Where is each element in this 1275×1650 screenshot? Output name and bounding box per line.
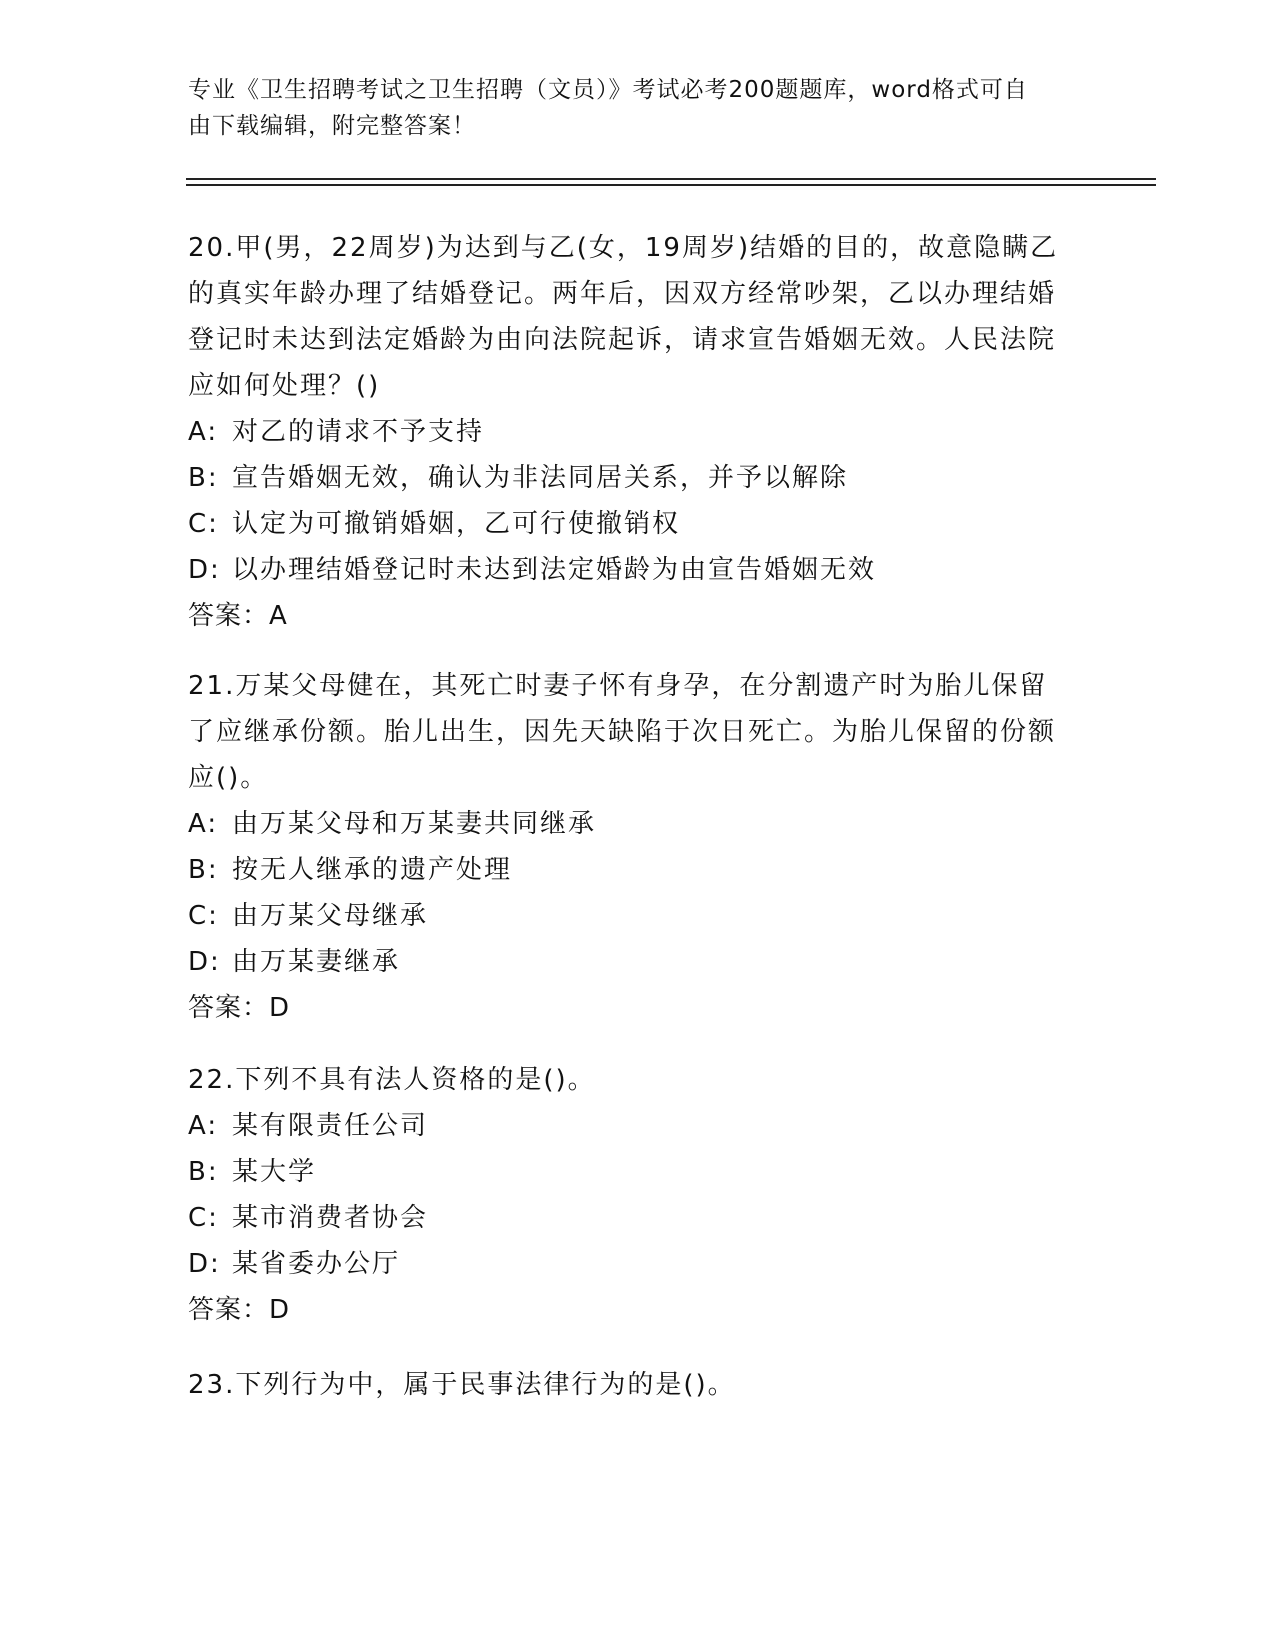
option-d bbox=[188, 547, 1068, 593]
option-text: 以办理结婚登记时未达到法定婚龄为由宣告婚姻无效 bbox=[232, 555, 877, 585]
option-b bbox=[188, 455, 1068, 501]
header-line-1: 专业《卫生招聘考试之卫生招聘（文员）》考试必考200题题库，word格式可自 bbox=[188, 77, 1028, 103]
option-text: 宣告婚姻无效，确认为非法同居关系，并予以解除 bbox=[232, 463, 849, 493]
option-letter: B: bbox=[188, 1157, 219, 1187]
option-letter: B: bbox=[188, 463, 219, 493]
option-text: 由万某妻继承 bbox=[232, 947, 401, 977]
answer-value: D bbox=[269, 1295, 290, 1325]
header-divider-top bbox=[186, 178, 1156, 180]
option-letter: D: bbox=[188, 947, 221, 977]
option-d bbox=[188, 1241, 1068, 1287]
option-text: 某大学 bbox=[232, 1157, 317, 1187]
header-line-2: 由下载编辑，附完整答案！ bbox=[188, 113, 476, 139]
question-stem: 22.下列不具有法人资格的是()。 bbox=[188, 1065, 596, 1095]
answer-line bbox=[188, 593, 1068, 639]
document-header bbox=[188, 72, 1088, 144]
option-text: 对乙的请求不予支持 bbox=[232, 417, 485, 447]
option-text: 某有限责任公司 bbox=[232, 1111, 429, 1141]
option-b bbox=[188, 1149, 1068, 1195]
option-letter: D: bbox=[188, 555, 221, 585]
option-text: 由万某父母继承 bbox=[232, 901, 429, 931]
question-21 bbox=[188, 663, 1068, 1031]
option-letter: A: bbox=[188, 809, 219, 839]
option-a bbox=[188, 1103, 1068, 1149]
option-letter: A: bbox=[188, 1111, 219, 1141]
option-letter: C: bbox=[188, 1203, 219, 1233]
answer-label: 答案： bbox=[188, 601, 270, 631]
answer-line bbox=[188, 1287, 1068, 1333]
question-stem: 23.下列行为中，属于民事法律行为的是()。 bbox=[188, 1370, 736, 1400]
option-c bbox=[188, 893, 1068, 939]
option-text: 按无人继承的遗产处理 bbox=[232, 855, 513, 885]
question-23 bbox=[188, 1362, 1068, 1408]
answer-label: 答案： bbox=[188, 1295, 270, 1325]
option-letter: B: bbox=[188, 855, 219, 885]
option-text: 认定为可撤销婚姻，乙可行使撤销权 bbox=[232, 509, 681, 539]
option-c bbox=[188, 501, 1068, 547]
option-a bbox=[188, 409, 1068, 455]
header-divider-bottom bbox=[186, 184, 1156, 186]
option-letter: C: bbox=[188, 901, 219, 931]
question-stem: 21.万某父母健在，其死亡时妻子怀有身孕，在分割遗产时为胎儿保留了应继承份额。胎儿出生，因先天缺陷于次日死亡。为胎儿保留的份额应()。 bbox=[188, 671, 1057, 793]
option-a bbox=[188, 801, 1068, 847]
option-letter: A: bbox=[188, 417, 219, 447]
option-letter: D: bbox=[188, 1249, 221, 1279]
option-text: 某省委办公厅 bbox=[232, 1249, 401, 1279]
option-d bbox=[188, 939, 1068, 985]
question-stem: 20.甲(男，22周岁)为达到与乙(女，19周岁)结婚的目的，故意隐瞒乙的真实年龄办理了结婚登记。两年后，因双方经常吵架，乙以办理结婚登记时未达到法定婚龄为由向法院起诉，请求宣告婚姻无效。人民法院应如何处理？() bbox=[188, 233, 1059, 401]
answer-label: 答案： bbox=[188, 993, 270, 1023]
answer-line bbox=[188, 985, 1068, 1031]
option-c bbox=[188, 1195, 1068, 1241]
option-b bbox=[188, 847, 1068, 893]
question-22 bbox=[188, 1057, 1068, 1333]
question-20 bbox=[188, 225, 1068, 639]
option-letter: C: bbox=[188, 509, 219, 539]
answer-value: D bbox=[269, 993, 290, 1023]
option-text: 某市消费者协会 bbox=[232, 1203, 429, 1233]
answer-value: A bbox=[269, 601, 287, 631]
option-text: 由万某父母和万某妻共同继承 bbox=[232, 809, 597, 839]
